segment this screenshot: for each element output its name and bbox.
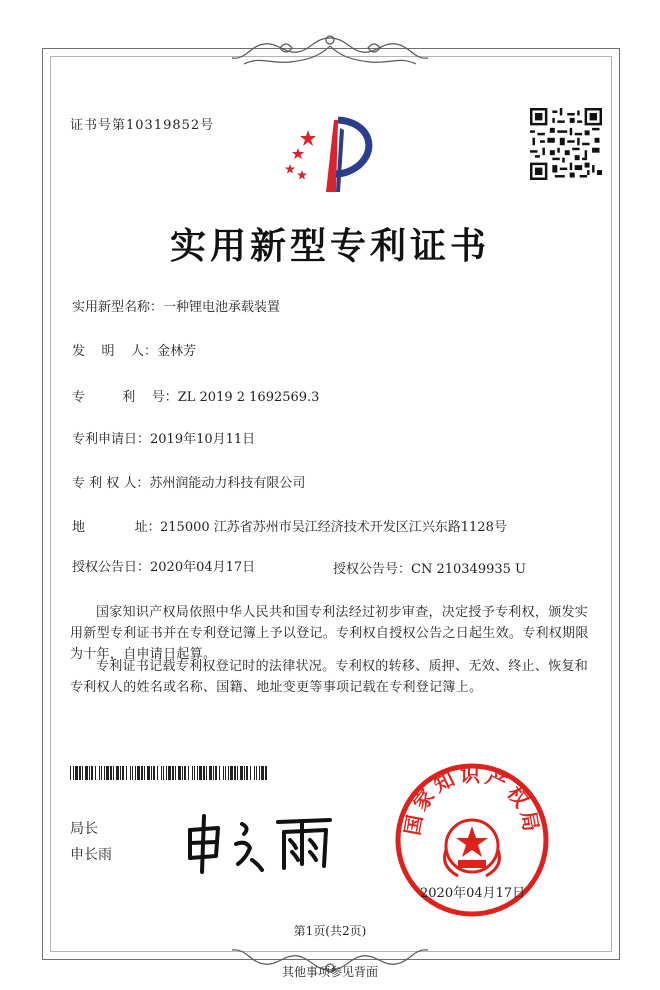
barcode-icon (70, 766, 270, 780)
filing-date-row (72, 430, 255, 450)
certificate-title: 实用新型专利证书 (169, 225, 490, 267)
paragraph-legal-status: 专利证书记载专利权登记时的法律状况。专利权的转移、质押、无效、终止、恢复和专利权人的姓名或名称、国籍、地址变更等事项记载在专利登记簿上。 (70, 659, 589, 695)
grant-publication-row (333, 558, 526, 577)
grant-date-row (72, 558, 255, 578)
back-note: 其他事项参见背面 (281, 965, 378, 979)
patentee-row (72, 474, 305, 494)
address-row (72, 518, 161, 538)
grant-publication-label: 授权公告号： (333, 562, 412, 577)
qr-code-icon (530, 108, 602, 180)
seal-date: 2020年04月17日 (420, 886, 526, 901)
paragraph-grant: 国家知识产权局依照中华人民共和国专利法经过初步审查，决定授予专利权，颁发实用新型专利证书并在专利登记簿上予以登记。专利权自授权公告之日起生效。专利权期限为十年，自申请日起算。 (70, 605, 589, 662)
grant-publication-value: CN 210349935 U (411, 562, 526, 577)
cnipa-logo (278, 110, 388, 200)
utility-model-name-row (72, 298, 280, 318)
utility-model-name-value: 一种锂电池承载装置 (163, 300, 281, 315)
patent-number-label: 专 利 号： (72, 390, 178, 405)
patent-number-value: ZL 2019 2 1692569.3 (177, 390, 320, 405)
certificate-number: 证书号第10319852号 (70, 118, 215, 133)
grant-date-value: 2020年04月17日 (150, 560, 256, 575)
director-signature (180, 808, 360, 878)
inventor-row (72, 342, 196, 362)
patentee-label: 专 利 权 人： (72, 476, 150, 491)
director-title: 局长 (70, 821, 98, 837)
patentee-value: 苏州润能动力科技有限公司 (149, 476, 306, 491)
address-value: 215000 江苏省苏州市吴江经济技术开发区江兴东路1128号 (160, 520, 507, 535)
grant-date-label: 授权公告日： (72, 560, 151, 575)
page-number: 第1页(共2页) (293, 924, 367, 938)
filing-date-label: 专利申请日： (72, 432, 151, 447)
top-ornament (220, 30, 440, 80)
utility-model-name-label: 实用新型名称： (72, 300, 164, 315)
inventor-value: 金林芳 (157, 344, 197, 359)
patent-number-row (72, 388, 319, 408)
svg-text:国家知识产权局: 国家知识产权局 (400, 762, 544, 837)
address-label: 地 址： (72, 520, 161, 535)
director-name: 申长雨 (70, 847, 112, 863)
filing-date-value: 2019年10月11日 (150, 432, 256, 447)
inventor-label: 发 明 人： (72, 344, 158, 359)
